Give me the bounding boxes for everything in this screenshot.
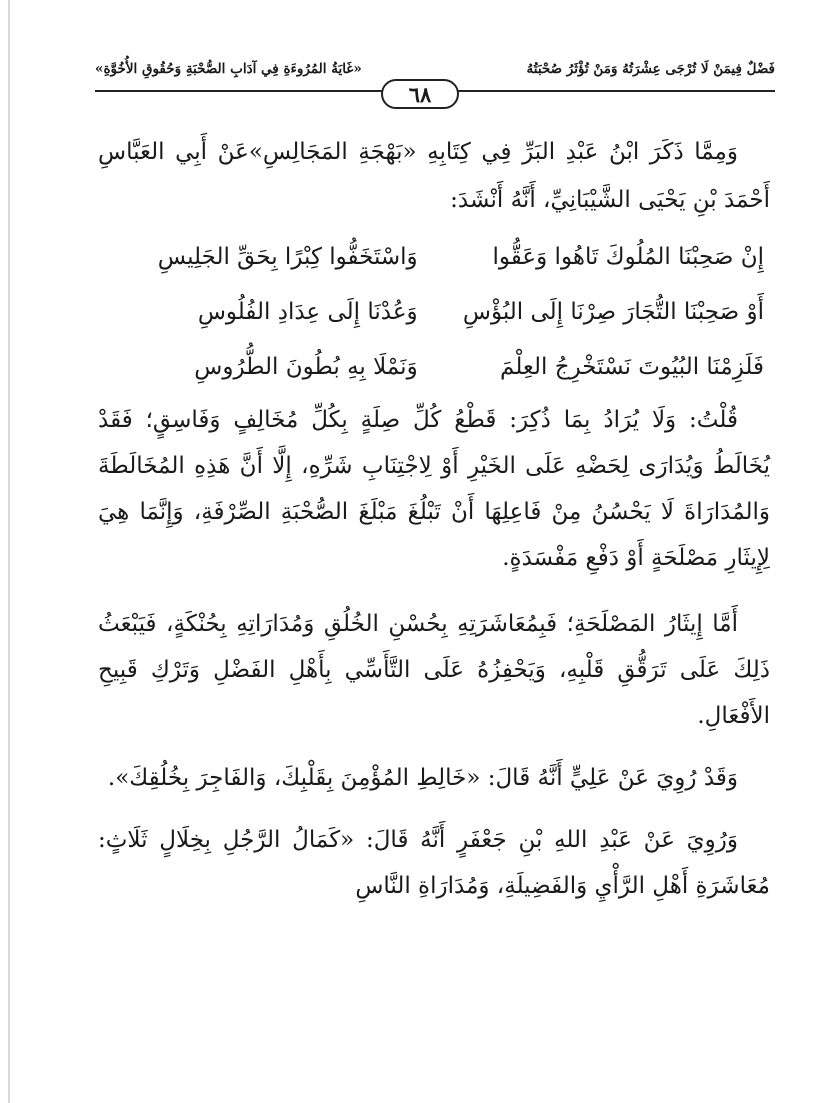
verse-second-hemistich: وَعُدْنَا إِلَى عِدَادِ الفُلُوسِ	[197, 299, 418, 325]
page-gutter-line	[8, 0, 10, 1103]
poem	[98, 230, 770, 395]
header-chapter-title: فَضْلٌ فِيمَنْ لَا تُرْجَى عِشْرَتُهُ وَمَنْ تُؤْثَرُ صُحْبَتُهُ	[526, 61, 775, 77]
verse-second-hemistich: وَاسْتَخَفُّوا كِبْرًا بِحَقِّ الجَلِيسِ	[157, 244, 418, 270]
verse-second-hemistich: وَنَمْلَا بِهِ بُطُونَ الطُّرُوسِ	[194, 354, 418, 380]
poem-verse	[98, 285, 770, 340]
paragraph-jafar-quote: وَرُوِيَ عَنْ عَبْدِ اللهِ بْنِ جَعْفَرٍ أَنَّهُ قَالَ: «كَمَالُ الرَّجُلِ بِخِلَالٍ ثَلَاثٍ: مُعَاشَرَةِ أَهْلِ الرَّأْيِ وَالفَضِيلَةِ، وَمُدَارَاةِ النَّاسِ	[98, 827, 770, 899]
paragraph-benefit: أَمَّا إِيثَارُ المَصْلَحَةِ؛ فَبِمُعَاشَرَتِهِ بِحُسْنِ الخُلُقِ وَمُدَارَاتِهِ بِحُنْكَةٍ، فَيَبْعَثُ ذَلِكَ عَلَى تَرَقُّقِ قَلْبِهِ، وَيَحْفِزُهُ عَلَى التَّأَسِّي بِأَهْلِ الفَضْلِ وَتَرْكِ قَبِيحِ الأَفْعَالِ.	[98, 611, 770, 729]
poem-verse	[98, 340, 770, 395]
intro-paragraph: وَمِمَّا ذَكَرَ ابْنُ عَبْدِ البَرِّ فِي كِتَابِهِ «بَهْجَةِ المَجَالِسِ»عَنْ أَبِي العَبَّاسِ أَحْمَدَ بْنِ يَحْيَى الشَّيْبَانِيِّ، أَنَّهُ أَنْشَدَ:	[98, 139, 770, 213]
paragraph-ali-quote: وَقَدْ رُوِيَ عَنْ عَلِيٍّ أَنَّهُ قَالَ: «خَالِطِ المُؤْمِنَ بِقَلْبِكَ، وَالفَاجِرَ بِخُلُقِكَ».	[107, 765, 738, 791]
verse-first-hemistich: فَلَزِمْنَا البُيُوتَ نَسْتَخْرِجُ العِلْمَ	[500, 354, 764, 380]
verse-first-hemistich: إِنْ صَحِبْنَا المُلُوكَ تَاهُوا وَعَقُّوا	[492, 244, 764, 270]
page-number: ٦٨	[381, 79, 459, 109]
verse-first-hemistich: أَوْ صَحِبْنَا التُّجَارَ صِرْنَا إِلَى البُؤْسِ	[462, 299, 764, 325]
paragraph-commentary: قُلْتُ: وَلَا يُرَادُ بِمَا ذُكِرَ: قَطْعُ كُلِّ صِلَةٍ بِكُلِّ مُخَالِفٍ وَفَاسِقٍ؛ فَقَدْ يُخَالَطُ وَيُدَارَى لِحَضْهِ عَلَى الخَيْرِ أَوْ لِاجْتِنَابِ شَرِّهِ، إِلَّا أَنَّ هَذِهِ المُخَالَطَةَ وَالمُدَارَاةَ لَا يَحْسُنُ مِنْ فَاعِلِهَا أَنْ تَبْلُغَ مَبْلَغَ الصُّحْبَةِ الصِّرْفَةِ، وَإِنَّمَا هِيَ لِإِيثَارِ مَصْلَحَةٍ أَوْ دَفْعِ مَفْسَدَةٍ.	[98, 407, 770, 571]
header-book-title: «غَايَةُ المُرُوءَةِ فِي آدَابِ الصُّحْبَةِ وَحُقُوقِ الأُخُوَّةِ»	[95, 61, 362, 77]
poem-verse	[98, 230, 770, 285]
page-body	[98, 128, 770, 909]
